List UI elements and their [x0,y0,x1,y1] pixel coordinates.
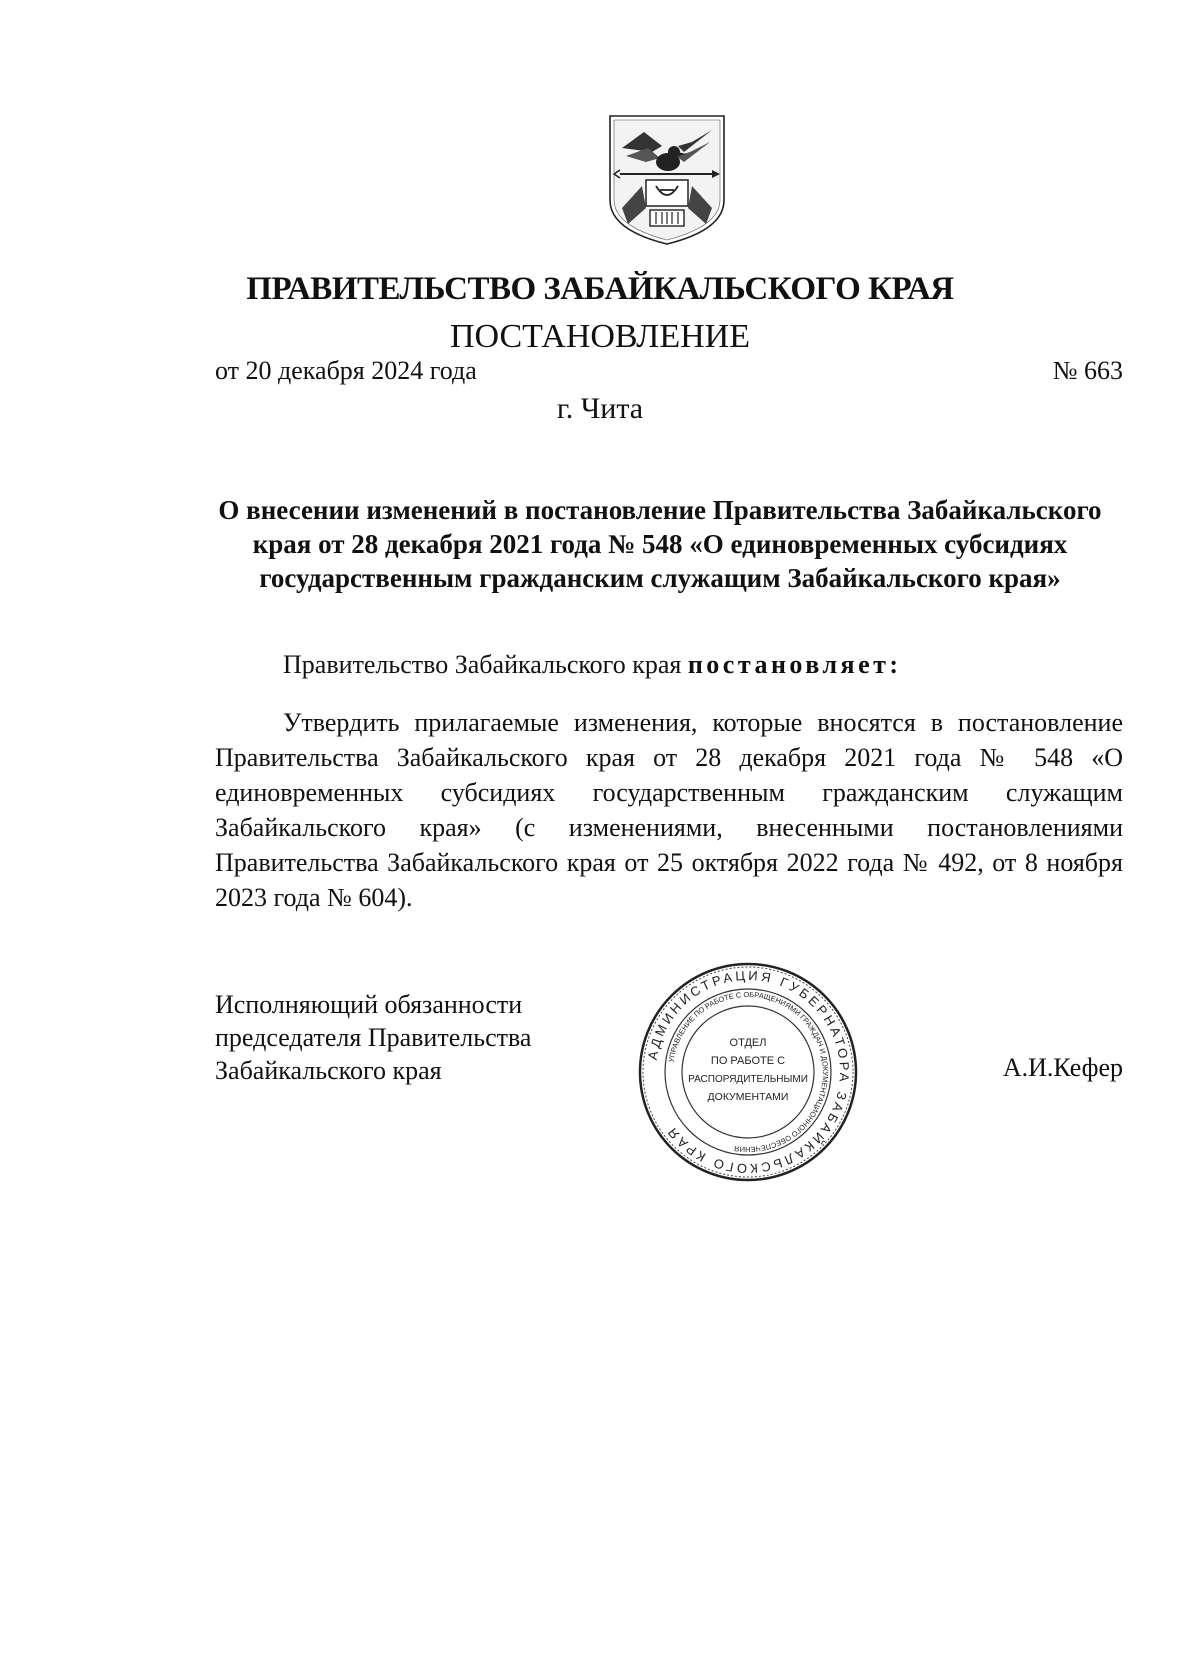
preamble-subject: Правительство Забайкальского края [283,650,682,679]
seal-center-line: РАСПОРЯДИТЕЛЬНЫМИ [688,1074,808,1085]
document-number: № 663 [1052,356,1123,385]
signatory-position [215,988,531,1087]
seal-outer-ring-text: АДМИНИСТРАЦИЯ ГУБЕРНАТОРА ЗАБАЙКАЛЬСКОГО КРАЯ [644,967,853,1177]
signatory-position-line: Забайкальского края [215,1056,442,1085]
document-type: ПОСТАНОВЛЕНИЕ [449,318,751,355]
body-text: Утвердить прилагаемые изменения, которые вносятся в постановление Правительства Забайкальского края от 28 декабря 2021 года № 548 «О единовременных субсидиях государственным гражданским служащим Забайкальского края» (с изменениями, внесенными постановлениями Правительства Забайкальского края от 25 октября 2022 года № 492, от 8 ноября 2023 года № 604). [215,708,1123,912]
seal-center-line: ДОКУМЕНТАМИ [707,1091,789,1103]
coat-of-arms-icon [600,112,734,246]
document-subject: О внесении изменений в постановление Правительства Забайкальского края от 28 декабря 2021 года № 548 «О единовременных субсидиях государственным гражданским служащим Забайкальского края» [218,495,1102,593]
seal-center-line: ОТДЕЛ [729,1037,767,1049]
document-date: от 20 декабря 2024 года [215,356,477,385]
preamble-verb: постановляет: [687,650,902,679]
signatory-position-line: председателя Правительства [215,1023,532,1052]
government-title: ПРАВИТЕЛЬСТВО ЗАБАЙКАЛЬСКОГО КРАЯ [246,271,954,307]
seal-center-line: ПО РАБОТЕ С [710,1055,786,1067]
signatory-position-line: Исполняющий обязанности [215,990,523,1019]
official-seal [636,960,860,1184]
preamble [283,650,902,680]
document-city: г. Чита [556,392,644,425]
seal-inner-ring-text: УПРАВЛЕНИЕ ПО РАБОТЕ С ОБРАЩЕНИЯМИ ГРАЖДАН И ДОКУМЕНТАЦИОННОГО ОБЕСПЕЧЕНИЯ [666,989,831,1155]
signatory-name: А.И.Кефер [1002,1053,1123,1082]
body-paragraph [215,705,1123,915]
